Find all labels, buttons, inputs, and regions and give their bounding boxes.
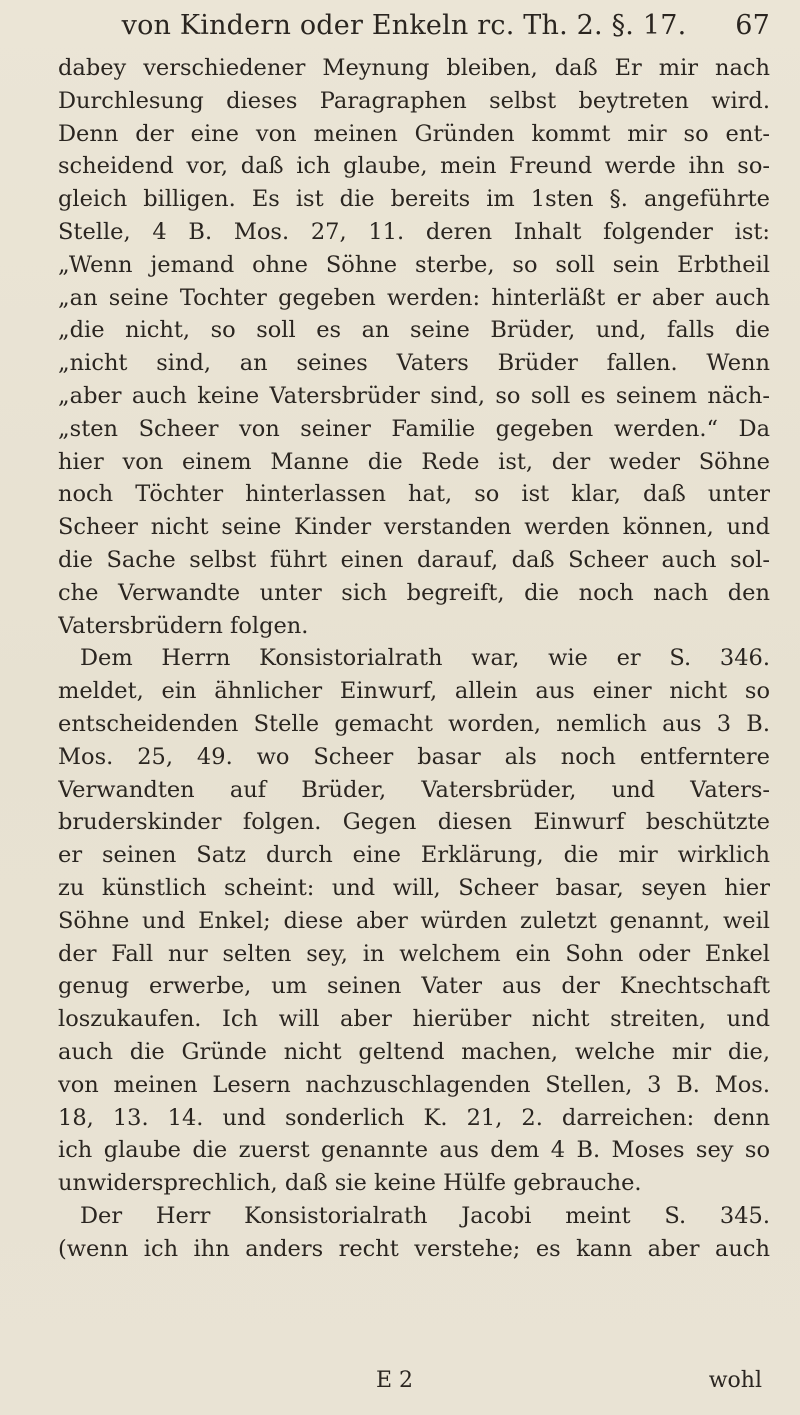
text-line: er seinen Satz durch eine Erklärung, die mir wirklich [58,842,770,869]
text-line: dabey verschiedener Meynung bleiben, daß Er mir nach [58,55,770,81]
text-line: loszukaufen. Ich will aber hierüber nicht streiten, und [58,1006,770,1033]
text-line: „Wenn jemand ohne Söhne sterbe, so soll sein Erbtheil [58,251,770,278]
body-text [58,52,770,1265]
text-line: Dem Herrn Konsistorialrath war, wie er S. 346. [80,645,770,672]
text-line: „an seine Tochter gegeben werden: hinterläßt er aber auch [58,284,770,311]
text-line: Verwandten auf Brüder, Vatersbrüder, und Vaters- [58,776,770,803]
page-footer [58,1368,770,1402]
text-line: „nicht sind, an seines Vaters Brüder fallen. Wenn [58,350,770,377]
text-line: unwidersprechlich, daß sie keine Hülfe gebrauche. [58,1170,642,1197]
running-head [58,10,770,54]
text-line: meldet, ein ähnlicher Einwurf, allein aus einer nicht so [58,678,770,705]
text-line: entscheidenden Stelle gemacht worden, nemlich aus 3 B. [58,710,770,737]
text-line: zu künstlich scheint: und will, Scheer basar, seyen hier [58,874,770,901]
text-line: noch Töchter hinterlassen hat, so ist klar, daß unter [58,481,770,508]
text-line: von meinen Lesern nachzuschlagenden Stellen, 3 B. Mos. [58,1071,770,1098]
text-line: ich glaube die zuerst genannte aus dem 4 B. Moses sey so [58,1137,770,1164]
text-line: 18, 13. 14. und sonderlich K. 21, 2. darreichen: denn [58,1104,770,1131]
text-line: hier von einem Manne die Rede ist, der weder Söhne [58,448,770,475]
text-line: Scheer nicht seine Kinder verstanden werden können, und [58,514,770,541]
text-line: Der Herr Konsistorialrath Jacobi meint S. 345. [80,1202,770,1229]
text-line: Mos. 25, 49. wo Scheer basar als noch entferntere [58,743,770,770]
text-line: „sten Scheer von seiner Familie gegeben werden.“ Da [58,415,770,442]
text-line: Denn der eine von meinen Gründen kommt mir so ent- [58,120,770,147]
text-line: gleich billigen. Es ist die bereits im 1sten §. angeführte [58,186,770,213]
text-line: Vatersbrüdern folgen. [58,612,309,639]
text-line: genug erwerbe, um seinen Vater aus der Knechtschaft [58,973,770,1000]
signature-mark: E 2 [376,1368,414,1393]
text-line: Söhne und Enkel; diese aber würden zuletzt genannt, weil [58,907,770,934]
text-line: che Verwandte unter sich begreift, die noch nach den [58,579,770,606]
text-line: (wenn ich ihn anders recht verstehe; es kann aber auch [58,1235,770,1262]
text-line: auch die Gründe nicht geltend machen, welche mir die, [58,1038,770,1065]
text-line: Durchlesung dieses Paragraphen selbst beytreten wird. [58,87,770,114]
catchword: wohl [708,1368,762,1393]
text-line: Stelle, 4 B. Mos. 27, 11. deren Inhalt folgender ist: [58,218,770,245]
text-line: der Fall nur selten sey, in welchem ein Sohn oder Enkel [58,940,770,967]
text-line: scheidend vor, daß ich glaube, mein Freund werde ihn so- [58,153,770,180]
text-line: die Sache selbst führt einen darauf, daß Scheer auch sol- [58,546,770,573]
text-line: „die nicht, so soll es an seine Brüder, und, falls die [58,317,770,344]
text-line: bruderskinder folgen. Gegen diesen Einwurf beschützte [58,809,770,836]
running-title: von Kindern oder Enkeln rc. Th. 2. §. 17. [121,10,687,41]
page-number: 67 [735,10,770,41]
text-line: „aber auch keine Vatersbrüder sind, so soll es seinem näch- [58,382,770,409]
